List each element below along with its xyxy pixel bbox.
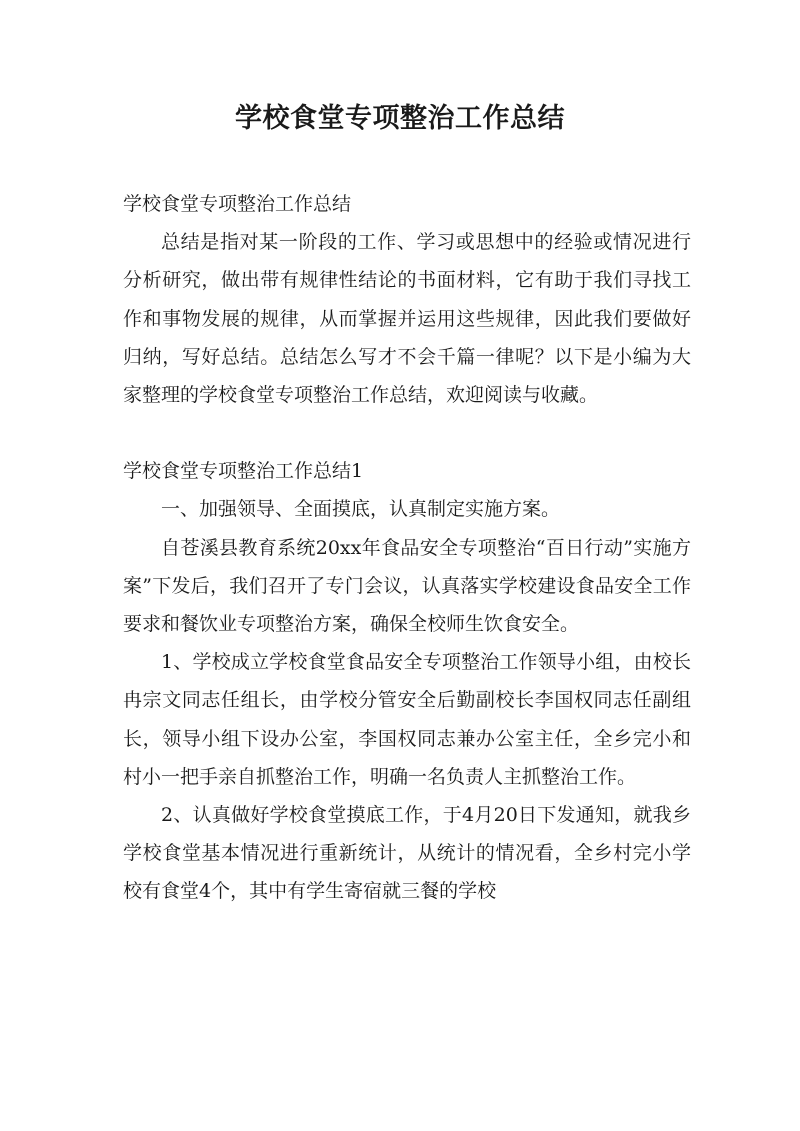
body-paragraph: 2、认真做好学校食堂摸底工作，于4月20日下发通知，就我乡学校食堂基本情况进行重新统计，从统计的情况看，全乡村完小学校有食堂4个，其中有学生寄宿就三餐的学校 xyxy=(123,804,691,903)
document-title: 学校食堂专项整治工作总结 xyxy=(235,103,565,134)
document-subtitle: 学校食堂专项整治工作总结 xyxy=(123,193,352,215)
paragraph-spacer xyxy=(123,414,691,452)
body-paragraph: 自苍溪县教育系统20xx年食品安全专项整治“百日行动”实施方案”下发后，我们召开了专门会议，认真落实学校建设食品安全工作要求和餐饮业专项整治方案，确保全校师生饮食安全。 xyxy=(123,536,691,636)
intro-paragraph: 总结是指对某一阶段的工作、学习或思想中的经验或情况进行分析研究，做出带有规律性结论的书面材料，它有助于我们寻找工作和事物发展的规律，从而掌握并运用这些规律，因此我们要做好归纳，写好总结。总结怎么写才不会千篇一律呢？以下是小编为大家整理的学校食堂专项整治工作总结，欢迎阅读与收藏。 xyxy=(123,231,691,407)
section-heading: 学校食堂专项整治工作总结1 xyxy=(123,460,364,483)
body-paragraph: 1、学校成立学校食堂食品安全专项整治工作领导小组，由校长冉宗文同志任组长，由学校分管安全后勤副校长李国权同志任副组长，领导小组下设办公室，李国权同志兼办公室主任，全乡完小和村小一把手亲自抓整治工作，明确一名负责人主抓整治工作。 xyxy=(123,651,691,788)
document-body xyxy=(123,185,691,911)
section-point: 一、加强领导、全面摸底，认真制定实施方案。 xyxy=(161,498,561,521)
